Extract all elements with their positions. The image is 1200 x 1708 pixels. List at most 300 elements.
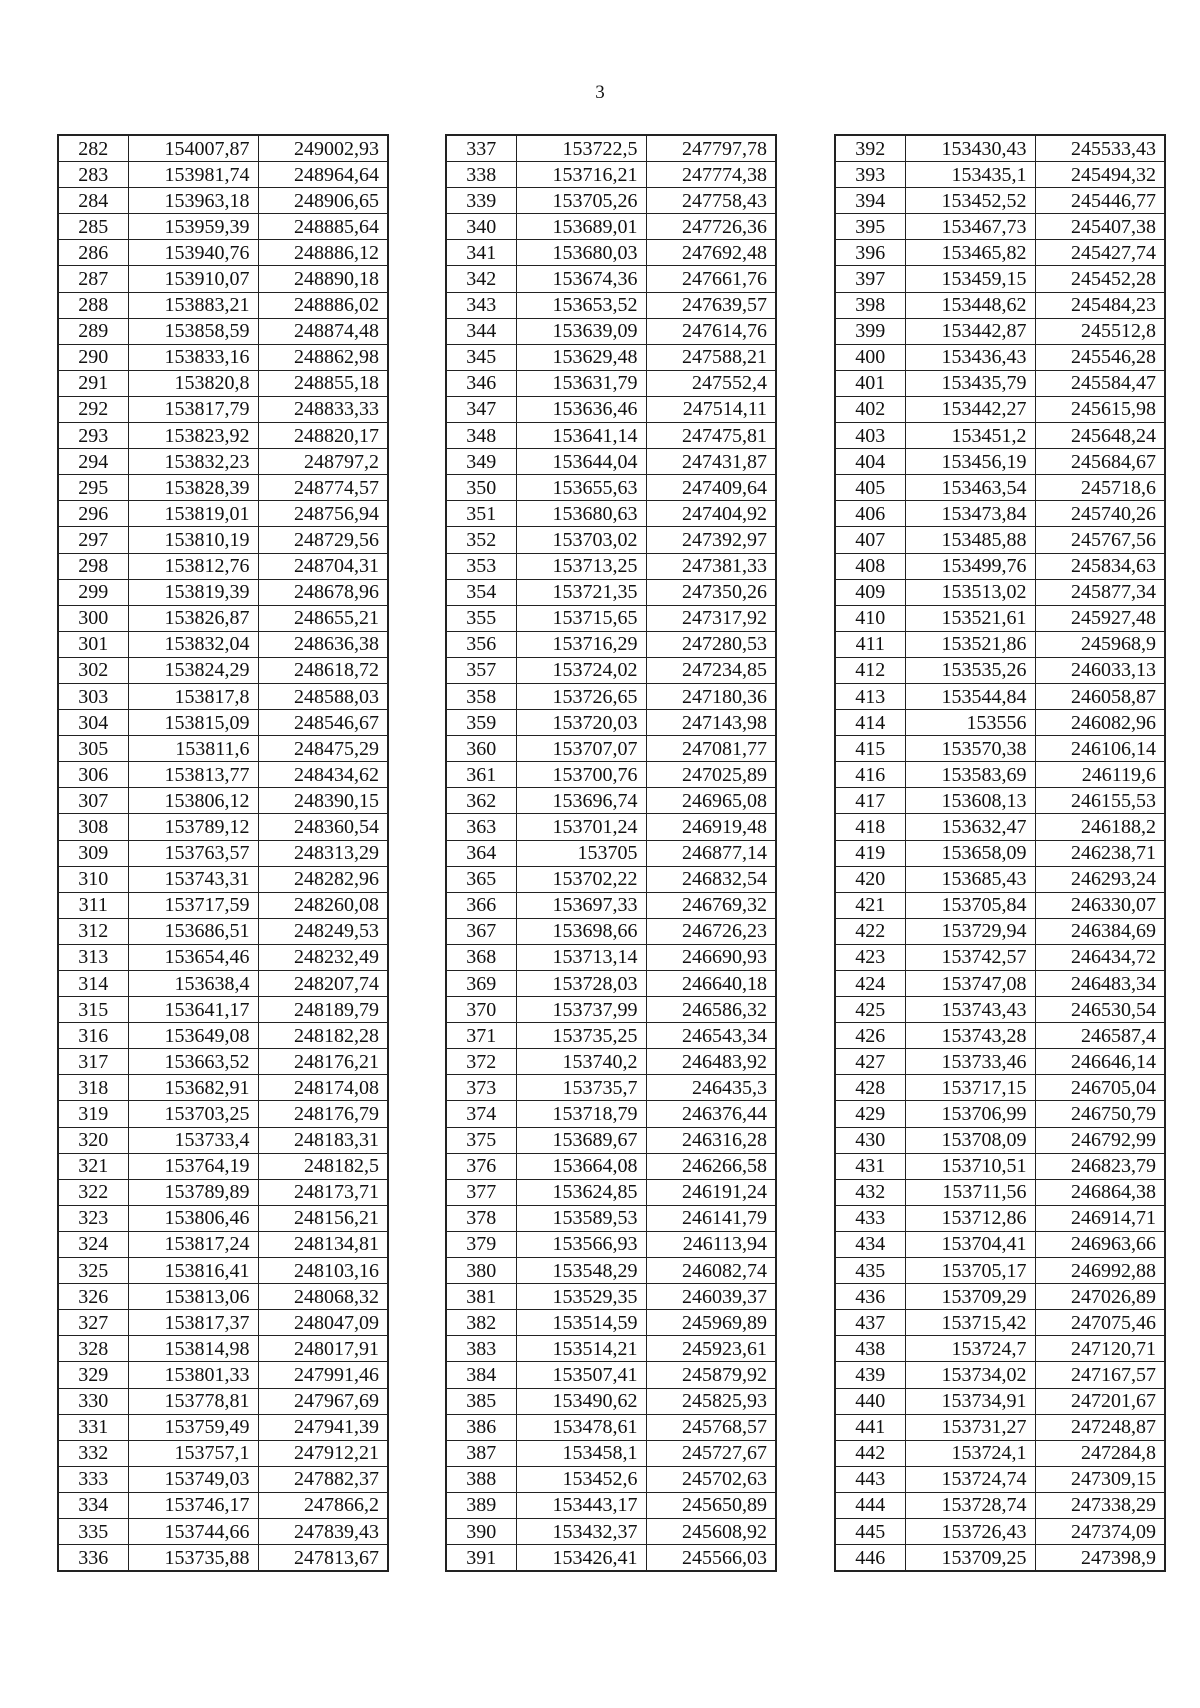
point-number-cell: 381 xyxy=(446,1284,516,1310)
x-coordinate-cell: 153735,25 xyxy=(516,1023,646,1049)
table-row xyxy=(446,657,776,683)
table-row xyxy=(58,710,388,736)
y-coordinate-cell: 248174,08 xyxy=(258,1075,388,1101)
x-coordinate-cell: 153963,18 xyxy=(128,188,258,214)
y-coordinate-cell: 246106,14 xyxy=(1035,736,1165,762)
x-coordinate-cell: 153644,04 xyxy=(516,449,646,475)
table-row xyxy=(58,1310,388,1336)
point-number-cell: 437 xyxy=(835,1310,905,1336)
x-coordinate-cell: 153608,13 xyxy=(905,788,1035,814)
point-number-cell: 291 xyxy=(58,370,128,396)
x-coordinate-cell: 153832,23 xyxy=(128,449,258,475)
x-coordinate-cell: 153451,2 xyxy=(905,423,1035,449)
x-coordinate-cell: 153698,66 xyxy=(516,918,646,944)
x-coordinate-cell: 153689,01 xyxy=(516,214,646,240)
y-coordinate-cell: 246587,4 xyxy=(1035,1023,1165,1049)
point-number-cell: 420 xyxy=(835,866,905,892)
table-row xyxy=(835,266,1165,292)
coordinates-table-3 xyxy=(834,134,1166,1572)
x-coordinate-cell: 153632,47 xyxy=(905,814,1035,840)
point-number-cell: 364 xyxy=(446,840,516,866)
x-coordinate-cell: 153685,43 xyxy=(905,866,1035,892)
table-row xyxy=(446,840,776,866)
table-row xyxy=(835,553,1165,579)
y-coordinate-cell: 248434,62 xyxy=(258,762,388,788)
table-row xyxy=(835,1362,1165,1388)
x-coordinate-cell: 153701,24 xyxy=(516,814,646,840)
table-row xyxy=(446,1466,776,1492)
table-row xyxy=(835,866,1165,892)
table-row xyxy=(835,1205,1165,1231)
table-row xyxy=(835,1284,1165,1310)
point-number-cell: 443 xyxy=(835,1466,905,1492)
table-row xyxy=(835,605,1165,631)
x-coordinate-cell: 153467,73 xyxy=(905,214,1035,240)
x-coordinate-cell: 153689,67 xyxy=(516,1127,646,1153)
table-row xyxy=(835,892,1165,918)
y-coordinate-cell: 246705,04 xyxy=(1035,1075,1165,1101)
point-number-cell: 398 xyxy=(835,292,905,318)
y-coordinate-cell: 246033,13 xyxy=(1035,657,1165,683)
y-coordinate-cell: 245923,61 xyxy=(646,1336,776,1362)
y-coordinate-cell: 248182,28 xyxy=(258,1023,388,1049)
y-coordinate-cell: 247248,87 xyxy=(1035,1414,1165,1440)
y-coordinate-cell: 248618,72 xyxy=(258,657,388,683)
x-coordinate-cell: 153735,7 xyxy=(516,1075,646,1101)
table-row xyxy=(58,1101,388,1127)
table-row xyxy=(835,527,1165,553)
x-coordinate-cell: 153811,6 xyxy=(128,736,258,762)
table-row xyxy=(58,1179,388,1205)
x-coordinate-cell: 153815,09 xyxy=(128,710,258,736)
table-row xyxy=(835,449,1165,475)
y-coordinate-cell: 248704,31 xyxy=(258,553,388,579)
x-coordinate-cell: 153743,31 xyxy=(128,866,258,892)
y-coordinate-cell: 248588,03 xyxy=(258,683,388,709)
point-number-cell: 344 xyxy=(446,318,516,344)
y-coordinate-cell: 248885,64 xyxy=(258,214,388,240)
table-row xyxy=(835,1466,1165,1492)
point-number-cell: 372 xyxy=(446,1049,516,1075)
y-coordinate-cell: 246238,71 xyxy=(1035,840,1165,866)
x-coordinate-cell: 153682,91 xyxy=(128,1075,258,1101)
table-row xyxy=(58,944,388,970)
y-coordinate-cell: 248047,09 xyxy=(258,1310,388,1336)
x-coordinate-cell: 153713,25 xyxy=(516,553,646,579)
x-coordinate-cell: 153733,46 xyxy=(905,1049,1035,1075)
point-number-cell: 387 xyxy=(446,1440,516,1466)
point-number-cell: 319 xyxy=(58,1101,128,1127)
x-coordinate-cell: 153731,27 xyxy=(905,1414,1035,1440)
table-row xyxy=(446,605,776,631)
table-row xyxy=(58,788,388,814)
x-coordinate-cell: 153716,29 xyxy=(516,631,646,657)
point-number-cell: 366 xyxy=(446,892,516,918)
table-row xyxy=(446,710,776,736)
y-coordinate-cell: 245484,23 xyxy=(1035,292,1165,318)
table-row xyxy=(446,501,776,527)
x-coordinate-cell: 153717,15 xyxy=(905,1075,1035,1101)
table-row xyxy=(835,1049,1165,1075)
table-row xyxy=(835,501,1165,527)
table-row xyxy=(835,944,1165,970)
x-coordinate-cell: 153813,77 xyxy=(128,762,258,788)
point-number-cell: 315 xyxy=(58,997,128,1023)
y-coordinate-cell: 249002,93 xyxy=(258,135,388,162)
point-number-cell: 392 xyxy=(835,135,905,162)
x-coordinate-cell: 153456,19 xyxy=(905,449,1035,475)
y-coordinate-cell: 247912,21 xyxy=(258,1440,388,1466)
point-number-cell: 340 xyxy=(446,214,516,240)
x-coordinate-cell: 153724,74 xyxy=(905,1466,1035,1492)
table-row xyxy=(835,1258,1165,1284)
x-coordinate-cell: 153832,04 xyxy=(128,631,258,657)
point-number-cell: 365 xyxy=(446,866,516,892)
x-coordinate-cell: 153485,88 xyxy=(905,527,1035,553)
point-number-cell: 287 xyxy=(58,266,128,292)
point-number-cell: 411 xyxy=(835,631,905,657)
x-coordinate-cell: 153728,74 xyxy=(905,1492,1035,1518)
point-number-cell: 410 xyxy=(835,605,905,631)
x-coordinate-cell: 153680,03 xyxy=(516,240,646,266)
y-coordinate-cell: 247026,89 xyxy=(1035,1284,1165,1310)
y-coordinate-cell: 248017,91 xyxy=(258,1336,388,1362)
x-coordinate-cell: 153478,61 xyxy=(516,1414,646,1440)
y-coordinate-cell: 247726,36 xyxy=(646,214,776,240)
y-coordinate-cell: 246191,24 xyxy=(646,1179,776,1205)
y-coordinate-cell: 248546,67 xyxy=(258,710,388,736)
point-number-cell: 318 xyxy=(58,1075,128,1101)
point-number-cell: 307 xyxy=(58,788,128,814)
x-coordinate-cell: 153653,52 xyxy=(516,292,646,318)
point-number-cell: 367 xyxy=(446,918,516,944)
x-coordinate-cell: 153824,29 xyxy=(128,657,258,683)
y-coordinate-cell: 248134,81 xyxy=(258,1231,388,1257)
table-row xyxy=(446,370,776,396)
x-coordinate-cell: 153743,43 xyxy=(905,997,1035,1023)
y-coordinate-cell: 246832,54 xyxy=(646,866,776,892)
point-number-cell: 326 xyxy=(58,1284,128,1310)
table-row xyxy=(446,1414,776,1440)
x-coordinate-cell: 153631,79 xyxy=(516,370,646,396)
y-coordinate-cell: 246082,74 xyxy=(646,1258,776,1284)
y-coordinate-cell: 248906,65 xyxy=(258,188,388,214)
x-coordinate-cell: 153709,25 xyxy=(905,1545,1035,1572)
y-coordinate-cell: 246646,14 xyxy=(1035,1049,1165,1075)
point-number-cell: 417 xyxy=(835,788,905,814)
point-number-cell: 357 xyxy=(446,657,516,683)
point-number-cell: 288 xyxy=(58,292,128,318)
table-row xyxy=(58,162,388,188)
table-row xyxy=(446,449,776,475)
x-coordinate-cell: 153463,54 xyxy=(905,475,1035,501)
x-coordinate-cell: 153858,59 xyxy=(128,318,258,344)
point-number-cell: 383 xyxy=(446,1336,516,1362)
table-row xyxy=(446,1284,776,1310)
x-coordinate-cell: 153778,81 xyxy=(128,1388,258,1414)
point-number-cell: 440 xyxy=(835,1388,905,1414)
y-coordinate-cell: 247350,26 xyxy=(646,579,776,605)
y-coordinate-cell: 246435,3 xyxy=(646,1075,776,1101)
point-number-cell: 421 xyxy=(835,892,905,918)
y-coordinate-cell: 247180,36 xyxy=(646,683,776,709)
x-coordinate-cell: 153715,42 xyxy=(905,1310,1035,1336)
table-row xyxy=(835,840,1165,866)
point-number-cell: 308 xyxy=(58,814,128,840)
table-row xyxy=(58,736,388,762)
point-number-cell: 343 xyxy=(446,292,516,318)
y-coordinate-cell: 247317,92 xyxy=(646,605,776,631)
x-coordinate-cell: 153703,02 xyxy=(516,527,646,553)
point-number-cell: 334 xyxy=(58,1492,128,1518)
point-number-cell: 439 xyxy=(835,1362,905,1388)
point-number-cell: 423 xyxy=(835,944,905,970)
y-coordinate-cell: 248874,48 xyxy=(258,318,388,344)
x-coordinate-cell: 153959,39 xyxy=(128,214,258,240)
x-coordinate-cell: 153801,33 xyxy=(128,1362,258,1388)
y-coordinate-cell: 246543,34 xyxy=(646,1023,776,1049)
point-number-cell: 346 xyxy=(446,370,516,396)
point-number-cell: 294 xyxy=(58,449,128,475)
x-coordinate-cell: 153735,88 xyxy=(128,1545,258,1572)
point-number-cell: 297 xyxy=(58,527,128,553)
x-coordinate-cell: 153636,46 xyxy=(516,396,646,422)
table-row xyxy=(446,162,776,188)
x-coordinate-cell: 153742,57 xyxy=(905,944,1035,970)
x-coordinate-cell: 153883,21 xyxy=(128,292,258,318)
point-number-cell: 380 xyxy=(446,1258,516,1284)
y-coordinate-cell: 245546,28 xyxy=(1035,344,1165,370)
x-coordinate-cell: 153435,1 xyxy=(905,162,1035,188)
table-row xyxy=(58,214,388,240)
table-row xyxy=(58,188,388,214)
table-row xyxy=(835,657,1165,683)
x-coordinate-cell: 153789,89 xyxy=(128,1179,258,1205)
x-coordinate-cell: 153817,8 xyxy=(128,683,258,709)
table-row xyxy=(835,1545,1165,1572)
table-row xyxy=(58,1127,388,1153)
table-row xyxy=(446,1179,776,1205)
x-coordinate-cell: 153817,37 xyxy=(128,1310,258,1336)
table-row xyxy=(58,1075,388,1101)
point-number-cell: 371 xyxy=(446,1023,516,1049)
y-coordinate-cell: 247280,53 xyxy=(646,631,776,657)
x-coordinate-cell: 153499,76 xyxy=(905,553,1035,579)
x-coordinate-cell: 153740,2 xyxy=(516,1049,646,1075)
point-number-cell: 282 xyxy=(58,135,128,162)
point-number-cell: 373 xyxy=(446,1075,516,1101)
table-row xyxy=(835,396,1165,422)
table-row xyxy=(835,1518,1165,1544)
point-number-cell: 435 xyxy=(835,1258,905,1284)
table-row xyxy=(446,1023,776,1049)
point-number-cell: 299 xyxy=(58,579,128,605)
point-number-cell: 286 xyxy=(58,240,128,266)
x-coordinate-cell: 153566,93 xyxy=(516,1231,646,1257)
x-coordinate-cell: 153724,7 xyxy=(905,1336,1035,1362)
table-row xyxy=(58,657,388,683)
point-number-cell: 376 xyxy=(446,1153,516,1179)
y-coordinate-cell: 246792,99 xyxy=(1035,1127,1165,1153)
x-coordinate-cell: 153716,21 xyxy=(516,162,646,188)
x-coordinate-cell: 153722,5 xyxy=(516,135,646,162)
y-coordinate-cell: 246266,58 xyxy=(646,1153,776,1179)
point-number-cell: 400 xyxy=(835,344,905,370)
table-row xyxy=(58,527,388,553)
table-row xyxy=(446,1336,776,1362)
x-coordinate-cell: 153514,21 xyxy=(516,1336,646,1362)
table-row xyxy=(446,318,776,344)
table-row xyxy=(58,475,388,501)
y-coordinate-cell: 246141,79 xyxy=(646,1205,776,1231)
point-number-cell: 314 xyxy=(58,971,128,997)
y-coordinate-cell: 248636,38 xyxy=(258,631,388,657)
point-number-cell: 377 xyxy=(446,1179,516,1205)
table-row xyxy=(446,344,776,370)
x-coordinate-cell: 153521,86 xyxy=(905,631,1035,657)
x-coordinate-cell: 153823,92 xyxy=(128,423,258,449)
point-number-cell: 370 xyxy=(446,997,516,1023)
table-row xyxy=(58,1518,388,1544)
table-row xyxy=(835,292,1165,318)
y-coordinate-cell: 248176,21 xyxy=(258,1049,388,1075)
y-coordinate-cell: 245494,32 xyxy=(1035,162,1165,188)
y-coordinate-cell: 246963,66 xyxy=(1035,1231,1165,1257)
point-number-cell: 329 xyxy=(58,1362,128,1388)
x-coordinate-cell: 153490,62 xyxy=(516,1388,646,1414)
point-number-cell: 379 xyxy=(446,1231,516,1257)
x-coordinate-cell: 153726,65 xyxy=(516,683,646,709)
point-number-cell: 292 xyxy=(58,396,128,422)
x-coordinate-cell: 153638,4 xyxy=(128,971,258,997)
y-coordinate-cell: 246992,88 xyxy=(1035,1258,1165,1284)
x-coordinate-cell: 153697,33 xyxy=(516,892,646,918)
y-coordinate-cell: 245768,57 xyxy=(646,1414,776,1440)
table-row xyxy=(835,135,1165,162)
point-number-cell: 432 xyxy=(835,1179,905,1205)
y-coordinate-cell: 246530,54 xyxy=(1035,997,1165,1023)
x-coordinate-cell: 153806,46 xyxy=(128,1205,258,1231)
y-coordinate-cell: 247167,57 xyxy=(1035,1362,1165,1388)
table-row xyxy=(446,918,776,944)
table-row xyxy=(58,1336,388,1362)
y-coordinate-cell: 248313,29 xyxy=(258,840,388,866)
y-coordinate-cell: 245879,92 xyxy=(646,1362,776,1388)
y-coordinate-cell: 245767,56 xyxy=(1035,527,1165,553)
table-row xyxy=(446,997,776,1023)
point-number-cell: 425 xyxy=(835,997,905,1023)
point-number-cell: 391 xyxy=(446,1545,516,1572)
point-number-cell: 361 xyxy=(446,762,516,788)
point-number-cell: 442 xyxy=(835,1440,905,1466)
y-coordinate-cell: 247774,38 xyxy=(646,162,776,188)
x-coordinate-cell: 153663,52 xyxy=(128,1049,258,1075)
x-coordinate-cell: 153629,48 xyxy=(516,344,646,370)
point-number-cell: 389 xyxy=(446,1492,516,1518)
table-row xyxy=(835,710,1165,736)
x-coordinate-cell: 153705,84 xyxy=(905,892,1035,918)
point-number-cell: 414 xyxy=(835,710,905,736)
y-coordinate-cell: 247639,57 xyxy=(646,292,776,318)
table-row xyxy=(58,605,388,631)
point-number-cell: 309 xyxy=(58,840,128,866)
point-number-cell: 358 xyxy=(446,683,516,709)
point-number-cell: 413 xyxy=(835,683,905,709)
y-coordinate-cell: 247120,71 xyxy=(1035,1336,1165,1362)
table-row xyxy=(58,553,388,579)
table-row xyxy=(446,1258,776,1284)
y-coordinate-cell: 245615,98 xyxy=(1035,396,1165,422)
point-number-cell: 428 xyxy=(835,1075,905,1101)
x-coordinate-cell: 153624,85 xyxy=(516,1179,646,1205)
x-coordinate-cell: 153435,79 xyxy=(905,370,1035,396)
point-number-cell: 284 xyxy=(58,188,128,214)
y-coordinate-cell: 246914,71 xyxy=(1035,1205,1165,1231)
x-coordinate-cell: 153759,49 xyxy=(128,1414,258,1440)
table-row xyxy=(58,1231,388,1257)
point-number-cell: 313 xyxy=(58,944,128,970)
point-number-cell: 320 xyxy=(58,1127,128,1153)
point-number-cell: 316 xyxy=(58,1023,128,1049)
point-number-cell: 290 xyxy=(58,344,128,370)
table-row xyxy=(835,240,1165,266)
point-number-cell: 378 xyxy=(446,1205,516,1231)
x-coordinate-cell: 153448,62 xyxy=(905,292,1035,318)
x-coordinate-cell: 153910,07 xyxy=(128,266,258,292)
point-number-cell: 317 xyxy=(58,1049,128,1075)
y-coordinate-cell: 247588,21 xyxy=(646,344,776,370)
y-coordinate-cell: 248820,17 xyxy=(258,423,388,449)
x-coordinate-cell: 153658,09 xyxy=(905,840,1035,866)
x-coordinate-cell: 153747,08 xyxy=(905,971,1035,997)
table-row xyxy=(835,344,1165,370)
point-number-cell: 356 xyxy=(446,631,516,657)
x-coordinate-cell: 153812,76 xyxy=(128,553,258,579)
x-coordinate-cell: 153726,43 xyxy=(905,1518,1035,1544)
y-coordinate-cell: 245684,67 xyxy=(1035,449,1165,475)
x-coordinate-cell: 153452,6 xyxy=(516,1466,646,1492)
point-number-cell: 445 xyxy=(835,1518,905,1544)
point-number-cell: 332 xyxy=(58,1440,128,1466)
x-coordinate-cell: 153734,02 xyxy=(905,1362,1035,1388)
point-number-cell: 302 xyxy=(58,657,128,683)
point-number-cell: 418 xyxy=(835,814,905,840)
point-number-cell: 396 xyxy=(835,240,905,266)
page-number: 3 xyxy=(595,82,605,103)
y-coordinate-cell: 247381,33 xyxy=(646,553,776,579)
table-row xyxy=(835,1414,1165,1440)
point-number-cell: 353 xyxy=(446,553,516,579)
point-number-cell: 285 xyxy=(58,214,128,240)
x-coordinate-cell: 153718,79 xyxy=(516,1101,646,1127)
table-row xyxy=(58,579,388,605)
y-coordinate-cell: 245927,48 xyxy=(1035,605,1165,631)
y-coordinate-cell: 248886,12 xyxy=(258,240,388,266)
point-number-cell: 355 xyxy=(446,605,516,631)
y-coordinate-cell: 245648,24 xyxy=(1035,423,1165,449)
point-number-cell: 393 xyxy=(835,162,905,188)
point-number-cell: 385 xyxy=(446,1388,516,1414)
y-coordinate-cell: 245825,93 xyxy=(646,1388,776,1414)
table-row xyxy=(446,1545,776,1572)
y-coordinate-cell: 247692,48 xyxy=(646,240,776,266)
y-coordinate-cell: 247374,09 xyxy=(1035,1518,1165,1544)
y-coordinate-cell: 248756,94 xyxy=(258,501,388,527)
x-coordinate-cell: 153544,84 xyxy=(905,683,1035,709)
point-number-cell: 295 xyxy=(58,475,128,501)
y-coordinate-cell: 246483,34 xyxy=(1035,971,1165,997)
x-coordinate-cell: 153680,63 xyxy=(516,501,646,527)
